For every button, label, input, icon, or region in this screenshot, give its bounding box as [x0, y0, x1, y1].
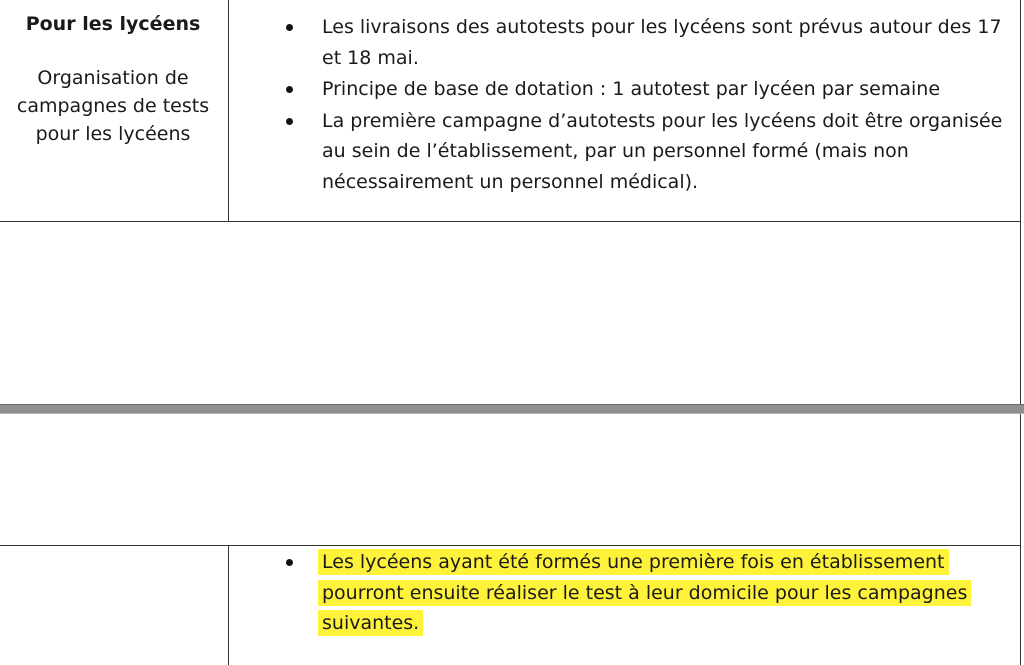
- highlighted-text: Les lycéens ayant été formés une première fois en établissement pourront ensuite réaliser le test à leur domicile pour les campagnes suivantes.: [318, 549, 971, 636]
- table-right-border-top: [1020, 0, 1021, 404]
- table-divider-top: [228, 0, 229, 222]
- left-cell: [8, 10, 218, 148]
- bottom-bullet-list: [322, 547, 1002, 640]
- table-divider-bottom: [228, 545, 229, 665]
- top-bullet-list: [322, 12, 1012, 198]
- table-right-border-bottom: [1020, 414, 1021, 665]
- page-break-bar: [0, 404, 1024, 414]
- row-heading: Pour les lycéens: [25, 13, 201, 35]
- row-subheading: Organisation de campagnes de tests pour les lycéens: [16, 67, 210, 145]
- bullet-item-highlighted: [322, 547, 1002, 639]
- table-row-border-bottom: [0, 545, 1021, 546]
- bullet-item: Principe de base de dotation : 1 autotest par lycéen par semaine: [322, 74, 1012, 105]
- table-row-border-top: [0, 221, 1021, 222]
- bullet-item: La première campagne d’autotests pour les lycéens doit être organisée au sein de l’établissement, par un personnel formé (mais non nécessairement un personnel médical).: [322, 106, 1012, 198]
- bullet-item: Les livraisons des autotests pour les lycéens sont prévus autour des 17 et 18 mai.: [322, 12, 1012, 73]
